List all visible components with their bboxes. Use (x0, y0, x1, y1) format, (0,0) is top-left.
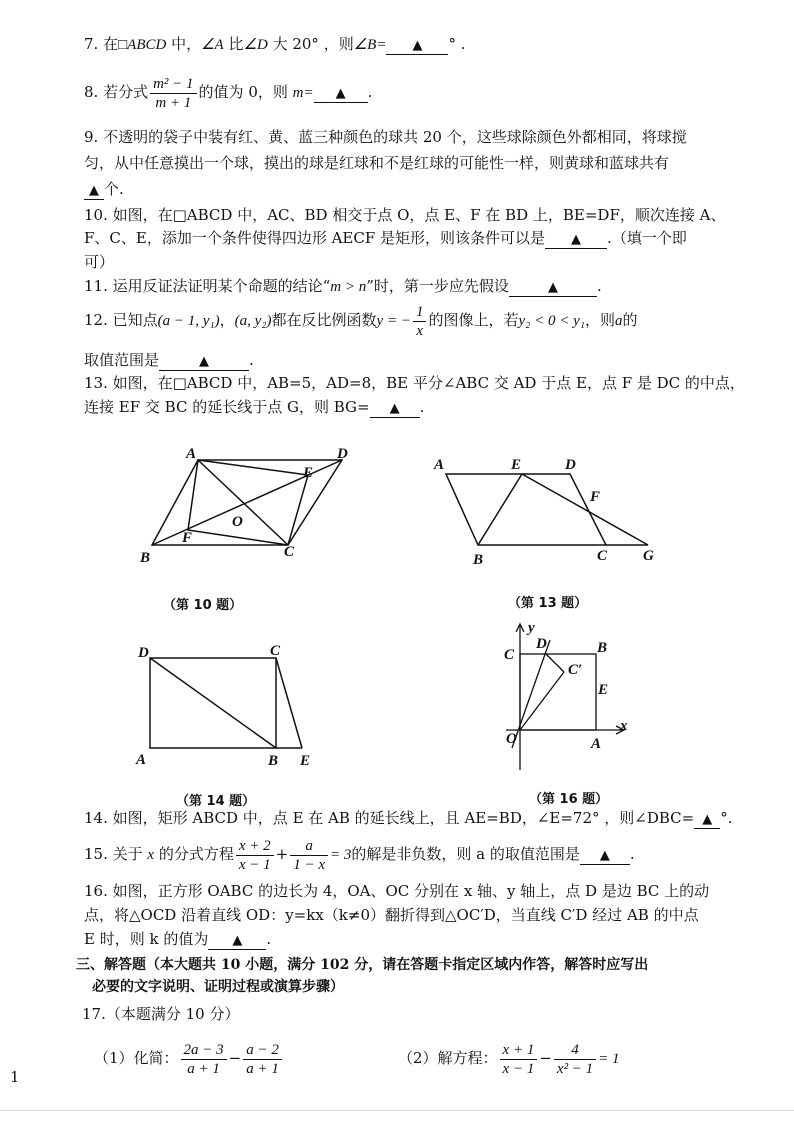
diagonal-ac (198, 460, 288, 545)
question-10-line-3: 可） (84, 253, 115, 271)
label-F: F (182, 530, 193, 546)
answer-blank[interactable]: ▲ (580, 848, 630, 865)
diagonal-bd (150, 658, 276, 748)
label-E: E (300, 753, 311, 769)
answer-blank[interactable]: ▲ (545, 232, 607, 249)
answer-blank[interactable]: ▲ (314, 86, 368, 103)
question-12: 12. 已知点(a − 1, y₁)，(a, y₂)都在反比例函数y = − $\frac{1}{x}$ 的图像上，若y₂ < 0 < y₁，则a的 (84, 303, 638, 339)
answer-blank[interactable]: ▲ (159, 354, 249, 371)
question-10-line-1: 10. 如图，在□ABCD 中，AC、BD 相交于点 O，点 E、F 在 BD 上，BE=DF，顺次连接 A、 (84, 206, 726, 224)
parallelogram-abcd (446, 474, 606, 545)
label-B: B (473, 552, 484, 568)
caption-figure-13: （第 13 题） (508, 596, 588, 611)
question-12-line-2: 取值范围是 ▲ . (84, 351, 254, 369)
figure-10 (130, 440, 370, 575)
segment-be (478, 474, 522, 545)
label-B: B (268, 753, 279, 769)
answer-blank[interactable]: ▲ (694, 812, 720, 829)
answer-blank[interactable]: ▲ (84, 183, 104, 200)
label-B: B (140, 550, 151, 566)
caption-figure-14: （第 14 题） (176, 794, 256, 809)
page-number: 1 (10, 1068, 20, 1086)
figure-16 (496, 620, 641, 775)
caption-figure-10: （第 10 题） (163, 598, 243, 613)
label-O: O (232, 514, 243, 530)
question-9-line-3: ▲ 个. (84, 179, 124, 200)
label-A: A (136, 752, 147, 768)
fraction: $\frac{\text{m² − 1}}{m + 1}$ (150, 75, 196, 112)
fraction: $\frac{2a - 3}{a + 1}$ (181, 1041, 227, 1078)
fraction: $\frac{a - 2}{a + 1}$ (243, 1041, 282, 1078)
answer-blank[interactable]: ▲ (386, 38, 448, 55)
figure-14 (132, 638, 332, 773)
fraction: $\frac{4}{\text{x² − 1}}$ (554, 1041, 596, 1078)
label-D: D (138, 645, 149, 661)
question-7: 7. 在□ABCD 中，∠A 比∠D 大 20° ，则∠B= ▲ ° . (84, 35, 466, 53)
answer-blank[interactable]: ▲ (370, 401, 420, 418)
label-A: A (434, 457, 445, 473)
segment-eg (522, 474, 648, 545)
question-9-line-1: 9. 不透明的袋子中装有红、黄、蓝三种颜色的球共 20 个，这些球除颜色外都相同，将球搅 (84, 128, 687, 146)
question-16-line-3: E 时，则 k 的值为 ▲ . (84, 930, 272, 948)
label-E: E (511, 457, 522, 473)
question-13-line-1: 13. 如图，在□ABCD 中，AB=5，AD=8，BE 平分∠ABC 交 AD 于点 E，点 F 是 DC 的中点， (84, 374, 745, 392)
answer-blank[interactable]: ▲ (208, 933, 266, 950)
caption-figure-16: （第 16 题） (529, 792, 609, 807)
label-C-prime: C′ (568, 662, 583, 678)
label-C: C (504, 647, 515, 663)
label-A: A (591, 736, 602, 752)
question-14: 14. 如图，矩形 ABCD 中，点 E 在 AB 的延长线上，且 AE=BD，∠E=72° ，则∠DBC= ▲ °. (84, 809, 733, 827)
diagonal-bd (152, 460, 342, 545)
label-O: O (506, 731, 517, 747)
answer-blank[interactable]: ▲ (509, 280, 597, 297)
label-E: E (598, 682, 609, 698)
question-17-part-2: （2）解方程： $\frac{x + 1}{x - 1}$ − $\frac{4}{\text{x² − 1}}$ = 1 (398, 1041, 620, 1077)
section-3-heading: 三、解答题（本大题共 10 小题，满分 102 分，请在答题卡指定区域内作答，解答时应写出 (76, 957, 649, 973)
line-od (512, 640, 550, 748)
question-8: 8. 若分式 $\frac{\text{m² − 1}}{m + 1}$ 的值为 0，则 m= ▲ . (84, 75, 373, 111)
figure-13 (428, 448, 668, 573)
segment-oc-prime (520, 672, 564, 730)
segment-ce (276, 658, 302, 748)
question-11: 11. 运用反证法证明某个命题的结论“m > n”时，第一步应先假设 ▲ . (84, 277, 602, 295)
question-9-line-2: 匀，从中任意摸出一个球，摸出的球是红球和不是红球的可能性一样，则黄球和蓝球共有 (84, 154, 670, 172)
fraction: $\frac{a}{1 - x}$ (290, 837, 328, 874)
label-C: C (270, 643, 281, 659)
label-C: C (284, 544, 295, 560)
label-D: D (536, 636, 547, 652)
fraction: $\frac{1}{x}$ (413, 303, 427, 340)
label-x: x (620, 718, 628, 734)
question-17-part-1: （1）化简： $\frac{2a - 3}{a + 1}$ − $\frac{a - 2}{a + 1}$ (94, 1036, 284, 1080)
question-16-line-2: 点，将△OCD 沿着直线 OD：y=kx（k≠0）翻折得到△OC′D，当直线 C′D 经过 AB 的中点 (84, 906, 699, 924)
label-G: G (643, 548, 654, 564)
segment-dc-prime (546, 654, 564, 672)
label-E: E (303, 465, 314, 481)
label-C: C (597, 548, 608, 564)
question-15: 15. 关于 x 的分式方程 $\frac{x + 2}{x - 1}$ + $\frac{a}{1 - x}$ = 3的解是非负数，则 a 的取值范围是 ▲ . (84, 837, 635, 873)
question-16-line-1: 16. 如图，正方形 OABC 的边长为 4，OA、OC 分别在 x 轴、y 轴上，点 D 是边 BC 上的动 (84, 882, 710, 900)
label-y: y (528, 620, 535, 636)
label-D: D (565, 457, 576, 473)
label-B: B (597, 640, 608, 656)
fraction: $\frac{x + 2}{x - 1}$ (236, 837, 274, 874)
footer-divider (0, 1110, 794, 1111)
question-13-line-2: 连接 EF 交 BC 的延长线于点 G，则 BG= ▲ . (84, 398, 425, 416)
fraction: $\frac{x + 1}{x - 1}$ (500, 1041, 538, 1078)
question-10-line-2: F、C、E，添加一个条件使得四边形 AECF 是矩形，则该条件可以是 ▲ .（填一个即 (84, 229, 687, 247)
question-17-title: 17.（本题满分 10 分） (82, 1005, 240, 1023)
label-F: F (590, 489, 601, 505)
section-3-heading-line-2: 必要的文字说明、证明过程或演算步骤） (92, 979, 344, 995)
label-D: D (337, 446, 348, 462)
label-A: A (186, 446, 197, 462)
